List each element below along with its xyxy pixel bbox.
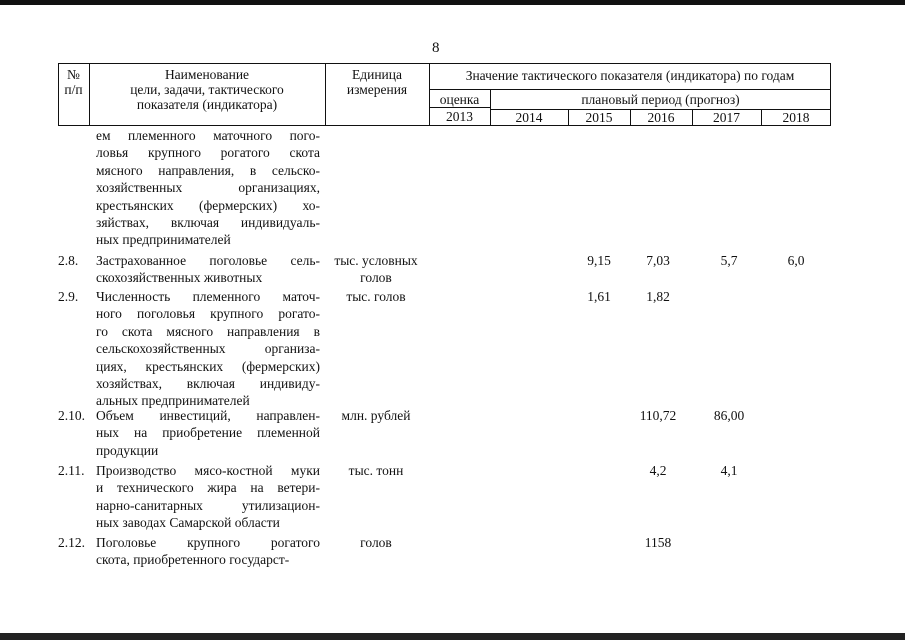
row-value: 1,82 [646,289,670,304]
row-value: 4,2 [649,463,667,478]
hdr-values-title: Значение тактического показателя (индикатора) по годам [465,68,795,83]
indicator-name-line: ных заводах Самарской области [96,515,280,531]
indicator-name-line: ного поголовья крупного рогато- [96,306,320,322]
unit-line: голов [360,270,392,286]
row-number: 2.12. [58,535,85,550]
row-indicator-name [96,252,320,287]
hdr-hline-3 [429,107,490,108]
hdr-unit-1: Единица [351,67,402,82]
hdr-hline-1 [429,89,831,90]
row-unit [326,534,426,551]
indicator-name-line: нарно-санитарных утилизацион- [96,497,320,513]
indicator-name-line: го скота мясного направления в [96,323,320,339]
hdr-name-2: цели, задачи, тактического [130,82,284,97]
indicator-name-line: Поголовье крупного рогатого [96,535,320,550]
indicator-name-line: продукции [96,442,159,458]
row-number: 2.10. [58,408,85,423]
unit-line: тыс. тонн [348,463,404,478]
indicator-name-line: Производство мясо-костной муки [96,463,320,478]
row-value: 1,61 [587,289,611,304]
indicator-name-line: мясного направления, в сельско- [96,162,320,178]
row-value: 7,03 [646,253,670,268]
indicator-name-line: скохозяйственных животных [96,270,263,286]
unit-line: голов [360,535,392,550]
row-unit [326,288,426,305]
scan-bottom-edge [0,633,905,640]
row-indicator-name [96,462,320,532]
row-value: 4,1 [720,463,738,478]
indicator-name-line: Застрахованное поголовье сель- [96,253,320,268]
indicator-name-line: сельскохозяйственных организа- [96,341,320,357]
indicator-name-line: ных предпринимателей [96,232,231,248]
hdr-year-2017: 2017 [713,110,740,125]
row-indicator-name [96,127,320,249]
hdr-year-2015: 2015 [585,110,613,125]
indicator-name-line: Объем инвестиций, направлен- [96,408,320,423]
row-value: 86,00 [713,408,745,423]
hdr-unit-2: измерения [346,82,408,97]
indicator-name-line: крестьянских (фермерских) хо- [96,197,320,213]
indicator-name-line: ных на приобретение племенной [96,425,320,441]
indicator-name-line: зяйствах, включая индивидуаль- [96,215,320,231]
row-indicator-name [96,288,320,410]
indicator-name-line: хозяйствах, включая индивиду- [96,376,320,392]
page-number: 8 [432,40,440,56]
indicator-name-line: Численность племенного маточ- [96,289,320,304]
row-indicator-name [96,534,320,569]
hdr-line-top [58,63,831,64]
unit-line: тыс. условных [334,253,418,268]
indicator-name-line: альных предпринимателей [96,393,250,409]
indicator-name-line: циях, крестьянских (фермерских) [96,358,320,374]
row-indicator-name [96,407,320,459]
hdr-year-2014: 2014 [515,110,543,125]
indicator-name-line: ем племенного маточного пого- [96,128,320,143]
row-value: 1158 [644,535,672,550]
unit-line: млн. рублей [341,408,411,423]
row-value: 5,7 [720,253,738,268]
indicator-name-line: и технического жира на ветери- [96,480,320,496]
hdr-name-1: Наименование [164,67,250,82]
hdr-estimate-year: 2013 [446,109,473,124]
row-number: 2.8. [58,253,79,268]
scan-top-edge [0,0,905,5]
row-value: 9,15 [587,253,611,268]
indicator-name-line: хозяйственных организациях, [96,180,320,196]
row-unit [326,462,426,479]
hdr-num-2: п/п [64,82,83,97]
row-number: 2.11. [58,463,85,478]
row-number: 2.9. [58,289,79,304]
hdr-year-2016: 2016 [647,110,675,125]
row-value: 110,72 [639,408,677,423]
row-value: 6,0 [787,253,805,268]
hdr-line-bottom [58,125,831,126]
unit-line: тыс. голов [346,289,406,304]
hdr-name-3: показателя (индикатора) [136,97,278,112]
hdr-num-1: № [67,67,80,82]
row-unit [326,407,426,424]
hdr-year-2018: 2018 [782,110,810,125]
table-header [58,63,831,126]
hdr-estimate-label: оценка [439,92,480,107]
hdr-plan-label: плановый период (прогноз) [581,92,740,107]
indicator-name-line: ловья крупного рогатого скота [96,145,320,161]
indicator-name-line: скота, приобретенного государст- [96,552,290,568]
row-unit [326,252,426,287]
